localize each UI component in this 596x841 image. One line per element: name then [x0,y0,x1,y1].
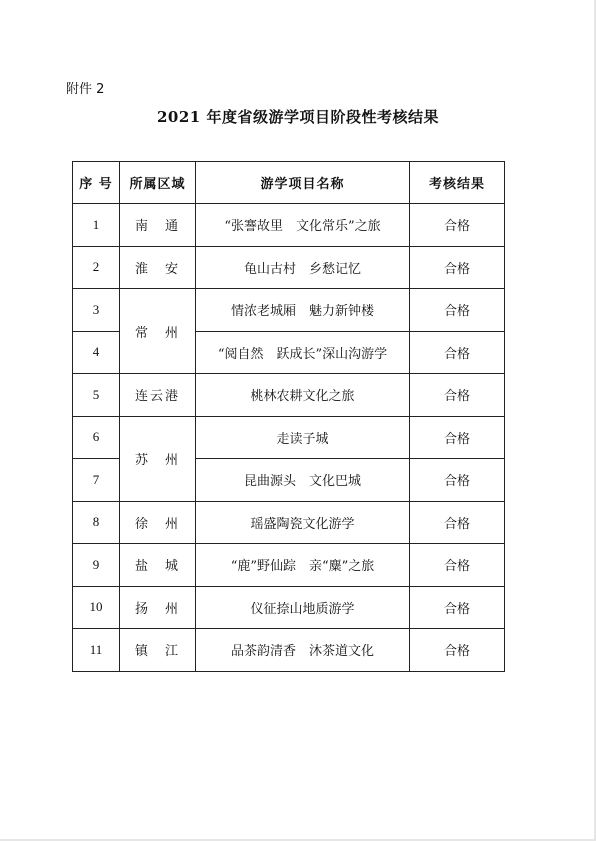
row-seq: 4 [73,331,120,374]
row-result: 合格 [410,204,505,247]
header-region: 所属区域 [120,162,196,204]
row-project: 桃林农耕文化之旅 [196,374,410,417]
row-seq: 2 [73,246,120,289]
row-region: 常 州 [120,289,196,374]
table-row [73,289,505,332]
row-result: 合格 [410,416,505,459]
row-region: 扬 州 [120,586,196,629]
row-project: 品茶韵清香 沐茶道文化 [196,629,410,672]
table-row [73,374,505,417]
row-result: 合格 [410,501,505,544]
row-result: 合格 [410,331,505,374]
document-title: 2021 年度省级游学项目阶段性考核结果 [157,108,439,126]
table-row [73,501,505,544]
row-result: 合格 [410,544,505,587]
row-result: 合格 [410,459,505,502]
row-result: 合格 [410,586,505,629]
header-project: 游学项目名称 [196,162,410,204]
row-result: 合格 [410,374,505,417]
row-project: 仪征捺山地质游学 [196,586,410,629]
header-result: 考核结果 [410,162,505,204]
table-row [73,629,505,672]
row-seq: 9 [73,544,120,587]
table-row [73,246,505,289]
row-region: 镇 江 [120,629,196,672]
header-seq: 序 号 [73,162,120,204]
row-seq: 6 [73,416,120,459]
table-row [73,204,505,247]
row-region: 连云港 [120,374,196,417]
row-project: 龟山古村 乡愁记忆 [196,246,410,289]
row-seq: 1 [73,204,120,247]
row-seq: 7 [73,459,120,502]
table-row [73,586,505,629]
row-seq: 10 [73,586,120,629]
results-table [72,161,505,672]
table-row [73,416,505,459]
table-header-row [73,162,505,204]
row-region: 南 通 [120,204,196,247]
table-row [73,544,505,587]
row-project: 走读子城 [196,416,410,459]
row-result: 合格 [410,246,505,289]
row-project: “阅自然 跃成长”深山沟游学 [196,331,410,374]
row-project: 昆曲源头 文化巴城 [196,459,410,502]
row-result: 合格 [410,629,505,672]
row-project: “鹿”野仙踪 亲“麋”之旅 [196,544,410,587]
row-region: 苏 州 [120,416,196,501]
row-result: 合格 [410,289,505,332]
row-seq: 8 [73,501,120,544]
row-seq: 11 [73,629,120,672]
row-region: 徐 州 [120,501,196,544]
attachment-label: 附件 2 [66,82,105,97]
row-project: “张謇故里 文化常乐”之旅 [196,204,410,247]
row-seq: 5 [73,374,120,417]
row-project: 瑶盛陶瓷文化游学 [196,501,410,544]
row-region: 淮 安 [120,246,196,289]
row-project: 情浓老城厢 魅力新钟楼 [196,289,410,332]
row-region: 盐 城 [120,544,196,587]
row-seq: 3 [73,289,120,332]
